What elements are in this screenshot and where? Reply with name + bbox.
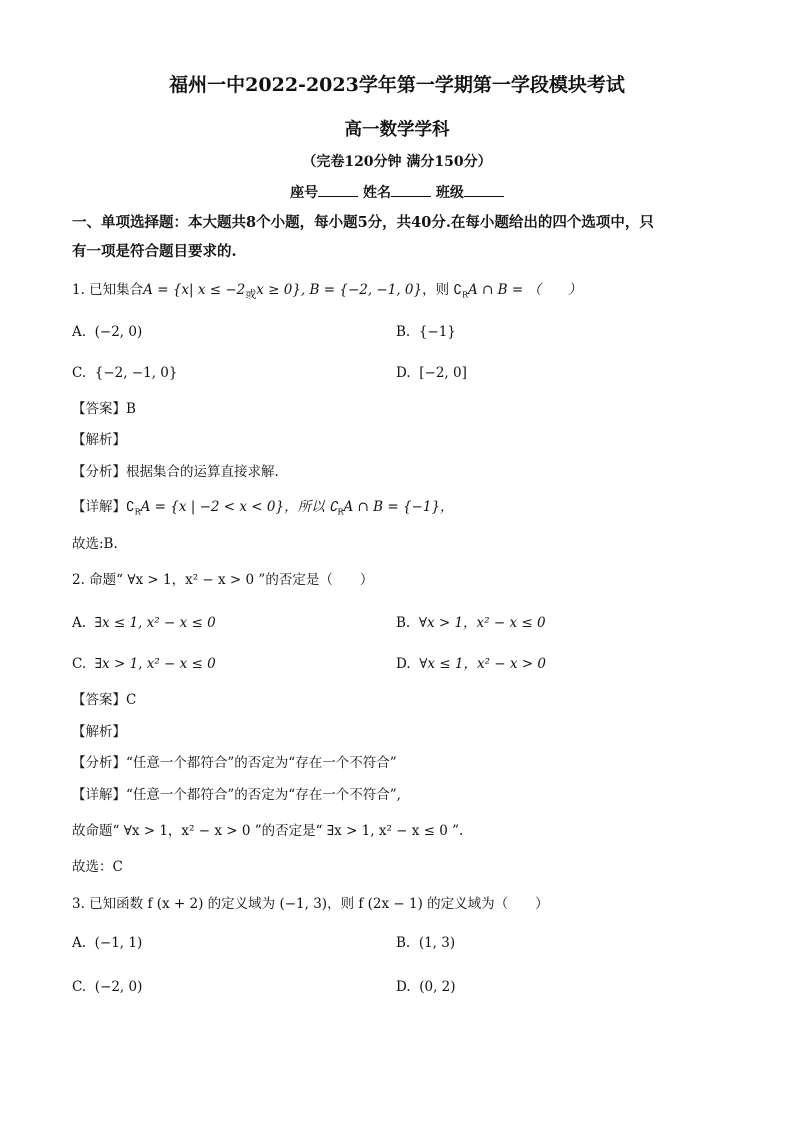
q2-answer: 【答案】C: [72, 692, 137, 708]
q3-option-c: C. (−2, 0): [72, 979, 143, 995]
q2-detail: 【详解】“任意一个都符合”的否定为“存在一个不符合”,: [72, 787, 401, 803]
q2-stem: 2. 命题“ ∀x > 1，x² − x > 0 ”的否定是（ ）: [72, 572, 374, 588]
class-blank: [464, 184, 504, 197]
q1-option-b: B. {−1}: [396, 324, 456, 340]
q1-stem: 1. 已知集合A = {x| $x \le -2_或x \ge 0$}, B = {−2, −1, 0}，则 $∁_RA$ ∩ B = （ ）: [72, 282, 582, 301]
q1-fenxi: 【分析】根据集合的运算直接求解.: [72, 464, 279, 480]
exam-subject: 高一数学学科: [344, 120, 450, 140]
student-info-line: [0, 182, 794, 202]
q3-option-d: D. (0, 2): [396, 979, 456, 995]
name-label: 姓名: [363, 185, 391, 201]
q2-option-d: D. ∀x ≤ 1，x² − x > 0: [396, 656, 546, 672]
q2-option-c: C. ∃x > 1, x² − x ≤ 0: [72, 656, 216, 672]
q1-answer: 【答案】B: [72, 401, 136, 417]
q3-option-a: A. (−1, 1): [72, 935, 143, 951]
q3-option-b: B. (1, 3): [396, 935, 456, 951]
q2-option-a: A. ∃x ≤ 1, x² − x ≤ 0: [72, 615, 216, 631]
q1-option-a: A. (−2, 0): [72, 324, 143, 340]
q2-fenxi: 【分析】“任意一个都符合”的否定为“存在一个不符合”: [72, 755, 397, 771]
q1-option-d: D. [−2, 0]: [396, 365, 467, 381]
section-intro-line2: 有一项是符合题目要求的.: [72, 243, 237, 260]
q1-analysis: 【解析】: [72, 432, 126, 448]
class-label: 班级: [435, 185, 464, 201]
q3-stem: 3. 已知函数 f (x + 2) 的定义域为 (−1, 3)，则 f (2x − 1) 的定义域为（ ）: [72, 896, 549, 912]
section-intro-line1: 一、单项选择题：本大题共8个小题，每小题5分，共40分.在每小题给出的四个选项中，只: [72, 214, 654, 231]
q1-detail: 【详解】$∁_RA = \{x$ | −2 < x < 0}，所以 $∁_RA$ ∩ B = {−1}，: [72, 499, 454, 517]
q2-analysis: 【解析】: [72, 724, 126, 740]
q1-conclusion: 故选:B.: [72, 536, 118, 552]
seat-label: 座号: [290, 185, 319, 201]
exam-meta: （完卷120分钟 满分150分）: [302, 154, 492, 170]
q2-detail2: 故命题“ ∀x > 1，x² − x > 0 ”的否定是“ ∃x > 1, x² − x ≤ 0 ”.: [72, 823, 464, 839]
q1-option-c: C. {−2, −1, 0}: [72, 365, 178, 381]
q2-option-b: B. ∀x > 1，x² − x ≤ 0: [396, 615, 546, 631]
name-blank: [391, 184, 431, 197]
q2-conclusion: 故选：C: [72, 859, 123, 875]
seat-blank: [318, 184, 358, 197]
exam-title: 福州一中2022-2023学年第一学期第一学段模块考试: [169, 74, 625, 96]
